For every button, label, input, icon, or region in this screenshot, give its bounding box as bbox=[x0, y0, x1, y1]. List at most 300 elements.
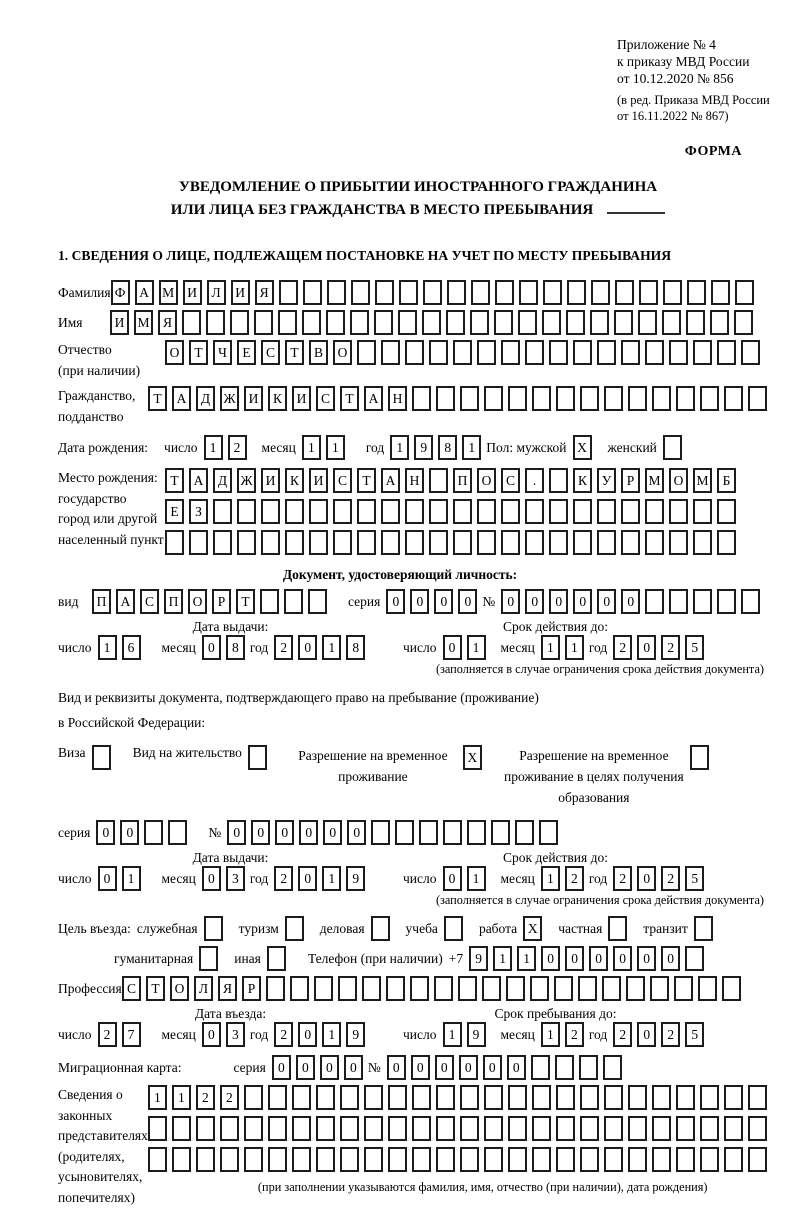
char-cell[interactable] bbox=[604, 1116, 623, 1141]
char-cell[interactable] bbox=[676, 1116, 695, 1141]
char-cell[interactable]: 0 bbox=[573, 589, 592, 614]
char-cell[interactable]: 0 bbox=[637, 866, 656, 891]
char-cell[interactable] bbox=[591, 280, 610, 305]
char-cell[interactable]: А bbox=[116, 589, 135, 614]
char-cell[interactable] bbox=[316, 1116, 335, 1141]
char-cell[interactable] bbox=[395, 820, 414, 845]
char-cell[interactable] bbox=[532, 1116, 551, 1141]
char-cell[interactable]: 9 bbox=[346, 866, 365, 891]
char-cell[interactable] bbox=[381, 499, 400, 524]
char-cell[interactable] bbox=[628, 1147, 647, 1172]
char-cell[interactable] bbox=[309, 499, 328, 524]
char-cell[interactable] bbox=[388, 1085, 407, 1110]
char-cell[interactable] bbox=[381, 530, 400, 555]
char-cell[interactable]: 2 bbox=[661, 866, 680, 891]
char-cell[interactable] bbox=[578, 976, 597, 1001]
char-cell[interactable] bbox=[453, 499, 472, 524]
char-cell[interactable]: Т bbox=[285, 340, 304, 365]
char-cell[interactable]: И bbox=[261, 468, 280, 493]
char-cell[interactable]: 1 bbox=[322, 866, 341, 891]
char-cell[interactable] bbox=[525, 530, 544, 555]
char-cell[interactable] bbox=[268, 1085, 287, 1110]
char-cell[interactable] bbox=[549, 340, 568, 365]
char-cell[interactable]: Н bbox=[388, 386, 407, 411]
char-cell[interactable] bbox=[508, 1085, 527, 1110]
char-cell[interactable] bbox=[350, 310, 369, 335]
char-cell[interactable] bbox=[549, 468, 568, 493]
char-cell[interactable] bbox=[573, 499, 592, 524]
char-cell[interactable]: 9 bbox=[467, 1022, 486, 1047]
char-cell[interactable] bbox=[556, 386, 575, 411]
char-cell[interactable] bbox=[268, 1116, 287, 1141]
char-cell[interactable] bbox=[196, 1116, 215, 1141]
char-cell[interactable]: С bbox=[333, 468, 352, 493]
char-cell[interactable]: П bbox=[164, 589, 183, 614]
char-cell[interactable] bbox=[484, 1085, 503, 1110]
char-cell[interactable] bbox=[460, 1116, 479, 1141]
char-cell[interactable]: И bbox=[110, 310, 129, 335]
char-cell[interactable]: 0 bbox=[458, 589, 477, 614]
char-cell[interactable] bbox=[244, 1116, 263, 1141]
char-cell[interactable]: 0 bbox=[320, 1055, 339, 1080]
char-cell[interactable] bbox=[724, 1085, 743, 1110]
char-cell[interactable] bbox=[748, 1147, 767, 1172]
char-cell[interactable]: 0 bbox=[298, 635, 317, 660]
char-cell[interactable] bbox=[314, 976, 333, 1001]
char-cell[interactable]: Т bbox=[340, 386, 359, 411]
char-cell[interactable] bbox=[501, 340, 520, 365]
char-cell[interactable]: 2 bbox=[565, 1022, 584, 1047]
char-cell[interactable] bbox=[412, 1085, 431, 1110]
char-cell[interactable] bbox=[741, 340, 760, 365]
char-cell[interactable] bbox=[645, 340, 664, 365]
char-cell[interactable] bbox=[685, 946, 704, 971]
char-cell[interactable] bbox=[532, 1147, 551, 1172]
char-cell[interactable] bbox=[724, 1116, 743, 1141]
char-cell[interactable] bbox=[508, 386, 527, 411]
char-cell[interactable] bbox=[597, 340, 616, 365]
char-cell[interactable] bbox=[327, 280, 346, 305]
char-cell[interactable] bbox=[686, 310, 705, 335]
char-cell[interactable] bbox=[405, 340, 424, 365]
char-cell[interactable]: И bbox=[183, 280, 202, 305]
char-cell[interactable] bbox=[567, 280, 586, 305]
char-cell[interactable]: 0 bbox=[435, 1055, 454, 1080]
purpose-transit-checkbox[interactable] bbox=[694, 916, 713, 941]
char-cell[interactable] bbox=[597, 499, 616, 524]
char-cell[interactable] bbox=[555, 1055, 574, 1080]
char-cell[interactable] bbox=[628, 1085, 647, 1110]
char-cell[interactable]: М bbox=[159, 280, 178, 305]
char-cell[interactable]: 1 bbox=[443, 1022, 462, 1047]
char-cell[interactable] bbox=[626, 976, 645, 1001]
char-cell[interactable]: 0 bbox=[202, 635, 221, 660]
char-cell[interactable] bbox=[477, 340, 496, 365]
char-cell[interactable] bbox=[429, 340, 448, 365]
char-cell[interactable]: 0 bbox=[251, 820, 270, 845]
char-cell[interactable] bbox=[172, 1147, 191, 1172]
char-cell[interactable] bbox=[364, 1116, 383, 1141]
char-cell[interactable]: 5 bbox=[685, 635, 704, 660]
char-cell[interactable] bbox=[386, 976, 405, 1001]
char-cell[interactable]: 0 bbox=[443, 866, 462, 891]
char-cell[interactable] bbox=[410, 976, 429, 1001]
char-cell[interactable] bbox=[676, 1147, 695, 1172]
char-cell[interactable] bbox=[436, 1116, 455, 1141]
char-cell[interactable]: Д bbox=[213, 468, 232, 493]
char-cell[interactable] bbox=[650, 976, 669, 1001]
char-cell[interactable] bbox=[434, 976, 453, 1001]
char-cell[interactable] bbox=[375, 280, 394, 305]
char-cell[interactable]: 0 bbox=[597, 589, 616, 614]
purpose-work-checkbox[interactable]: X bbox=[523, 916, 542, 941]
char-cell[interactable] bbox=[168, 820, 187, 845]
char-cell[interactable] bbox=[364, 1085, 383, 1110]
char-cell[interactable]: З bbox=[189, 499, 208, 524]
char-cell[interactable]: 0 bbox=[272, 1055, 291, 1080]
char-cell[interactable]: 0 bbox=[501, 589, 520, 614]
char-cell[interactable] bbox=[676, 386, 695, 411]
char-cell[interactable]: 1 bbox=[204, 435, 223, 460]
char-cell[interactable] bbox=[669, 340, 688, 365]
char-cell[interactable] bbox=[717, 530, 736, 555]
char-cell[interactable] bbox=[693, 589, 712, 614]
char-cell[interactable] bbox=[148, 1147, 167, 1172]
purpose-private-checkbox[interactable] bbox=[608, 916, 627, 941]
char-cell[interactable] bbox=[700, 1147, 719, 1172]
char-cell[interactable]: 2 bbox=[613, 1022, 632, 1047]
char-cell[interactable] bbox=[333, 499, 352, 524]
char-cell[interactable] bbox=[604, 1085, 623, 1110]
char-cell[interactable]: 0 bbox=[298, 1022, 317, 1047]
char-cell[interactable] bbox=[566, 310, 585, 335]
char-cell[interactable] bbox=[532, 386, 551, 411]
char-cell[interactable]: 0 bbox=[299, 820, 318, 845]
char-cell[interactable] bbox=[316, 1085, 335, 1110]
char-cell[interactable] bbox=[290, 976, 309, 1001]
char-cell[interactable] bbox=[340, 1116, 359, 1141]
char-cell[interactable] bbox=[710, 310, 729, 335]
char-cell[interactable]: 0 bbox=[525, 589, 544, 614]
char-cell[interactable]: Л bbox=[194, 976, 213, 1001]
char-cell[interactable]: 0 bbox=[589, 946, 608, 971]
char-cell[interactable] bbox=[460, 1147, 479, 1172]
visa-checkbox[interactable] bbox=[92, 745, 111, 770]
char-cell[interactable]: 1 bbox=[467, 635, 486, 660]
char-cell[interactable]: 3 bbox=[226, 1022, 245, 1047]
char-cell[interactable]: 0 bbox=[541, 946, 560, 971]
char-cell[interactable] bbox=[543, 280, 562, 305]
char-cell[interactable]: С bbox=[140, 589, 159, 614]
char-cell[interactable]: 8 bbox=[438, 435, 457, 460]
char-cell[interactable]: А bbox=[381, 468, 400, 493]
char-cell[interactable]: 2 bbox=[228, 435, 247, 460]
char-cell[interactable]: Ч bbox=[213, 340, 232, 365]
char-cell[interactable] bbox=[244, 1147, 263, 1172]
char-cell[interactable] bbox=[506, 976, 525, 1001]
char-cell[interactable] bbox=[357, 530, 376, 555]
char-cell[interactable]: Р bbox=[242, 976, 261, 1001]
char-cell[interactable]: У bbox=[597, 468, 616, 493]
char-cell[interactable]: 0 bbox=[120, 820, 139, 845]
purpose-humanitarian-checkbox[interactable] bbox=[199, 946, 218, 971]
char-cell[interactable] bbox=[645, 589, 664, 614]
char-cell[interactable] bbox=[460, 386, 479, 411]
char-cell[interactable]: Н bbox=[405, 468, 424, 493]
char-cell[interactable] bbox=[693, 499, 712, 524]
char-cell[interactable]: 9 bbox=[414, 435, 433, 460]
char-cell[interactable] bbox=[735, 280, 754, 305]
char-cell[interactable]: О bbox=[188, 589, 207, 614]
char-cell[interactable] bbox=[508, 1147, 527, 1172]
char-cell[interactable] bbox=[494, 310, 513, 335]
char-cell[interactable]: И bbox=[244, 386, 263, 411]
char-cell[interactable] bbox=[549, 530, 568, 555]
char-cell[interactable] bbox=[532, 1085, 551, 1110]
char-cell[interactable]: 0 bbox=[565, 946, 584, 971]
char-cell[interactable] bbox=[724, 1147, 743, 1172]
char-cell[interactable]: П bbox=[92, 589, 111, 614]
char-cell[interactable]: К bbox=[285, 468, 304, 493]
char-cell[interactable]: П bbox=[453, 468, 472, 493]
char-cell[interactable] bbox=[663, 280, 682, 305]
char-cell[interactable]: О bbox=[170, 976, 189, 1001]
char-cell[interactable] bbox=[429, 530, 448, 555]
char-cell[interactable]: Т bbox=[357, 468, 376, 493]
char-cell[interactable]: 2 bbox=[220, 1085, 239, 1110]
char-cell[interactable]: 1 bbox=[541, 635, 560, 660]
char-cell[interactable]: А bbox=[364, 386, 383, 411]
char-cell[interactable] bbox=[340, 1085, 359, 1110]
char-cell[interactable] bbox=[674, 976, 693, 1001]
char-cell[interactable] bbox=[724, 386, 743, 411]
char-cell[interactable] bbox=[645, 499, 664, 524]
char-cell[interactable] bbox=[292, 1116, 311, 1141]
char-cell[interactable]: Т bbox=[148, 386, 167, 411]
char-cell[interactable]: 2 bbox=[274, 1022, 293, 1047]
char-cell[interactable] bbox=[628, 1116, 647, 1141]
char-cell[interactable] bbox=[669, 530, 688, 555]
char-cell[interactable] bbox=[292, 1085, 311, 1110]
char-cell[interactable]: 0 bbox=[96, 820, 115, 845]
char-cell[interactable] bbox=[711, 280, 730, 305]
char-cell[interactable] bbox=[621, 530, 640, 555]
char-cell[interactable] bbox=[412, 386, 431, 411]
char-cell[interactable] bbox=[573, 340, 592, 365]
char-cell[interactable] bbox=[388, 1116, 407, 1141]
char-cell[interactable] bbox=[460, 1085, 479, 1110]
char-cell[interactable]: 2 bbox=[661, 635, 680, 660]
char-cell[interactable] bbox=[580, 1085, 599, 1110]
char-cell[interactable] bbox=[374, 310, 393, 335]
char-cell[interactable] bbox=[422, 310, 441, 335]
char-cell[interactable]: 0 bbox=[296, 1055, 315, 1080]
char-cell[interactable] bbox=[196, 1147, 215, 1172]
char-cell[interactable] bbox=[734, 310, 753, 335]
char-cell[interactable] bbox=[357, 499, 376, 524]
char-cell[interactable]: 6 bbox=[122, 635, 141, 660]
char-cell[interactable] bbox=[266, 976, 285, 1001]
char-cell[interactable]: 0 bbox=[387, 1055, 406, 1080]
char-cell[interactable] bbox=[693, 530, 712, 555]
char-cell[interactable]: 2 bbox=[613, 866, 632, 891]
char-cell[interactable]: О bbox=[165, 340, 184, 365]
char-cell[interactable]: О bbox=[669, 468, 688, 493]
char-cell[interactable]: Т bbox=[146, 976, 165, 1001]
char-cell[interactable]: 1 bbox=[122, 866, 141, 891]
char-cell[interactable]: Т bbox=[165, 468, 184, 493]
char-cell[interactable] bbox=[244, 1085, 263, 1110]
char-cell[interactable] bbox=[652, 1147, 671, 1172]
char-cell[interactable]: Ж bbox=[237, 468, 256, 493]
char-cell[interactable] bbox=[662, 310, 681, 335]
char-cell[interactable]: 0 bbox=[323, 820, 342, 845]
char-cell[interactable] bbox=[357, 340, 376, 365]
char-cell[interactable]: 0 bbox=[347, 820, 366, 845]
char-cell[interactable]: 8 bbox=[226, 635, 245, 660]
char-cell[interactable] bbox=[470, 310, 489, 335]
purpose-business-checkbox[interactable] bbox=[204, 916, 223, 941]
char-cell[interactable] bbox=[580, 386, 599, 411]
char-cell[interactable] bbox=[220, 1147, 239, 1172]
char-cell[interactable]: 0 bbox=[621, 589, 640, 614]
char-cell[interactable]: 5 bbox=[685, 866, 704, 891]
char-cell[interactable]: 2 bbox=[613, 635, 632, 660]
char-cell[interactable]: Я bbox=[218, 976, 237, 1001]
char-cell[interactable] bbox=[518, 310, 537, 335]
char-cell[interactable] bbox=[309, 530, 328, 555]
char-cell[interactable] bbox=[590, 310, 609, 335]
char-cell[interactable] bbox=[556, 1085, 575, 1110]
char-cell[interactable]: 0 bbox=[661, 946, 680, 971]
char-cell[interactable]: Р bbox=[212, 589, 231, 614]
char-cell[interactable]: К bbox=[268, 386, 287, 411]
char-cell[interactable] bbox=[676, 1085, 695, 1110]
char-cell[interactable]: 0 bbox=[98, 866, 117, 891]
char-cell[interactable] bbox=[722, 976, 741, 1001]
char-cell[interactable]: 9 bbox=[469, 946, 488, 971]
char-cell[interactable] bbox=[213, 530, 232, 555]
char-cell[interactable] bbox=[652, 1085, 671, 1110]
char-cell[interactable]: 7 bbox=[122, 1022, 141, 1047]
char-cell[interactable]: 1 bbox=[326, 435, 345, 460]
char-cell[interactable]: 1 bbox=[467, 866, 486, 891]
char-cell[interactable] bbox=[556, 1116, 575, 1141]
sex-male-checkbox[interactable]: X bbox=[573, 435, 592, 460]
char-cell[interactable] bbox=[501, 530, 520, 555]
char-cell[interactable]: 0 bbox=[459, 1055, 478, 1080]
char-cell[interactable] bbox=[484, 386, 503, 411]
char-cell[interactable] bbox=[436, 386, 455, 411]
char-cell[interactable] bbox=[639, 280, 658, 305]
char-cell[interactable] bbox=[669, 499, 688, 524]
char-cell[interactable]: 0 bbox=[443, 635, 462, 660]
char-cell[interactable] bbox=[554, 976, 573, 1001]
char-cell[interactable] bbox=[148, 1116, 167, 1141]
char-cell[interactable]: С bbox=[261, 340, 280, 365]
char-cell[interactable] bbox=[501, 499, 520, 524]
char-cell[interactable]: Е bbox=[237, 340, 256, 365]
char-cell[interactable]: 0 bbox=[507, 1055, 526, 1080]
char-cell[interactable] bbox=[268, 1147, 287, 1172]
char-cell[interactable]: Д bbox=[196, 386, 215, 411]
char-cell[interactable] bbox=[220, 1116, 239, 1141]
char-cell[interactable] bbox=[189, 530, 208, 555]
char-cell[interactable]: 0 bbox=[434, 589, 453, 614]
char-cell[interactable] bbox=[230, 310, 249, 335]
char-cell[interactable] bbox=[144, 820, 163, 845]
char-cell[interactable]: 9 bbox=[346, 1022, 365, 1047]
char-cell[interactable]: 1 bbox=[322, 1022, 341, 1047]
char-cell[interactable] bbox=[351, 280, 370, 305]
char-cell[interactable] bbox=[580, 1147, 599, 1172]
char-cell[interactable]: 0 bbox=[386, 589, 405, 614]
char-cell[interactable]: Я bbox=[158, 310, 177, 335]
char-cell[interactable] bbox=[580, 1116, 599, 1141]
char-cell[interactable] bbox=[477, 530, 496, 555]
char-cell[interactable]: М bbox=[693, 468, 712, 493]
char-cell[interactable] bbox=[333, 530, 352, 555]
char-cell[interactable]: 2 bbox=[196, 1085, 215, 1110]
char-cell[interactable] bbox=[621, 340, 640, 365]
char-cell[interactable] bbox=[453, 530, 472, 555]
char-cell[interactable] bbox=[279, 280, 298, 305]
char-cell[interactable]: 1 bbox=[565, 635, 584, 660]
char-cell[interactable] bbox=[491, 820, 510, 845]
char-cell[interactable] bbox=[165, 530, 184, 555]
char-cell[interactable] bbox=[338, 976, 357, 1001]
char-cell[interactable] bbox=[628, 386, 647, 411]
char-cell[interactable] bbox=[458, 976, 477, 1001]
char-cell[interactable] bbox=[604, 386, 623, 411]
char-cell[interactable] bbox=[549, 499, 568, 524]
char-cell[interactable]: С bbox=[501, 468, 520, 493]
char-cell[interactable]: М bbox=[645, 468, 664, 493]
char-cell[interactable]: 0 bbox=[202, 866, 221, 891]
char-cell[interactable] bbox=[603, 1055, 622, 1080]
char-cell[interactable] bbox=[364, 1147, 383, 1172]
char-cell[interactable] bbox=[292, 1147, 311, 1172]
char-cell[interactable]: О bbox=[333, 340, 352, 365]
char-cell[interactable]: А bbox=[135, 280, 154, 305]
char-cell[interactable] bbox=[308, 589, 327, 614]
char-cell[interactable] bbox=[573, 530, 592, 555]
char-cell[interactable] bbox=[447, 280, 466, 305]
char-cell[interactable] bbox=[748, 1116, 767, 1141]
char-cell[interactable] bbox=[519, 280, 538, 305]
char-cell[interactable]: 0 bbox=[483, 1055, 502, 1080]
purpose-tourism-checkbox[interactable] bbox=[285, 916, 304, 941]
char-cell[interactable] bbox=[531, 1055, 550, 1080]
char-cell[interactable] bbox=[748, 386, 767, 411]
char-cell[interactable] bbox=[700, 1116, 719, 1141]
char-cell[interactable] bbox=[597, 530, 616, 555]
char-cell[interactable]: Я bbox=[255, 280, 274, 305]
char-cell[interactable]: 2 bbox=[661, 1022, 680, 1047]
char-cell[interactable] bbox=[419, 820, 438, 845]
purpose-other-checkbox[interactable] bbox=[267, 946, 286, 971]
char-cell[interactable] bbox=[556, 1147, 575, 1172]
char-cell[interactable] bbox=[405, 530, 424, 555]
char-cell[interactable]: 1 bbox=[322, 635, 341, 660]
char-cell[interactable]: К bbox=[573, 468, 592, 493]
char-cell[interactable] bbox=[436, 1147, 455, 1172]
char-cell[interactable]: 1 bbox=[541, 1022, 560, 1047]
char-cell[interactable] bbox=[172, 1116, 191, 1141]
char-cell[interactable]: 1 bbox=[541, 866, 560, 891]
char-cell[interactable]: Т bbox=[236, 589, 255, 614]
char-cell[interactable]: 0 bbox=[637, 635, 656, 660]
